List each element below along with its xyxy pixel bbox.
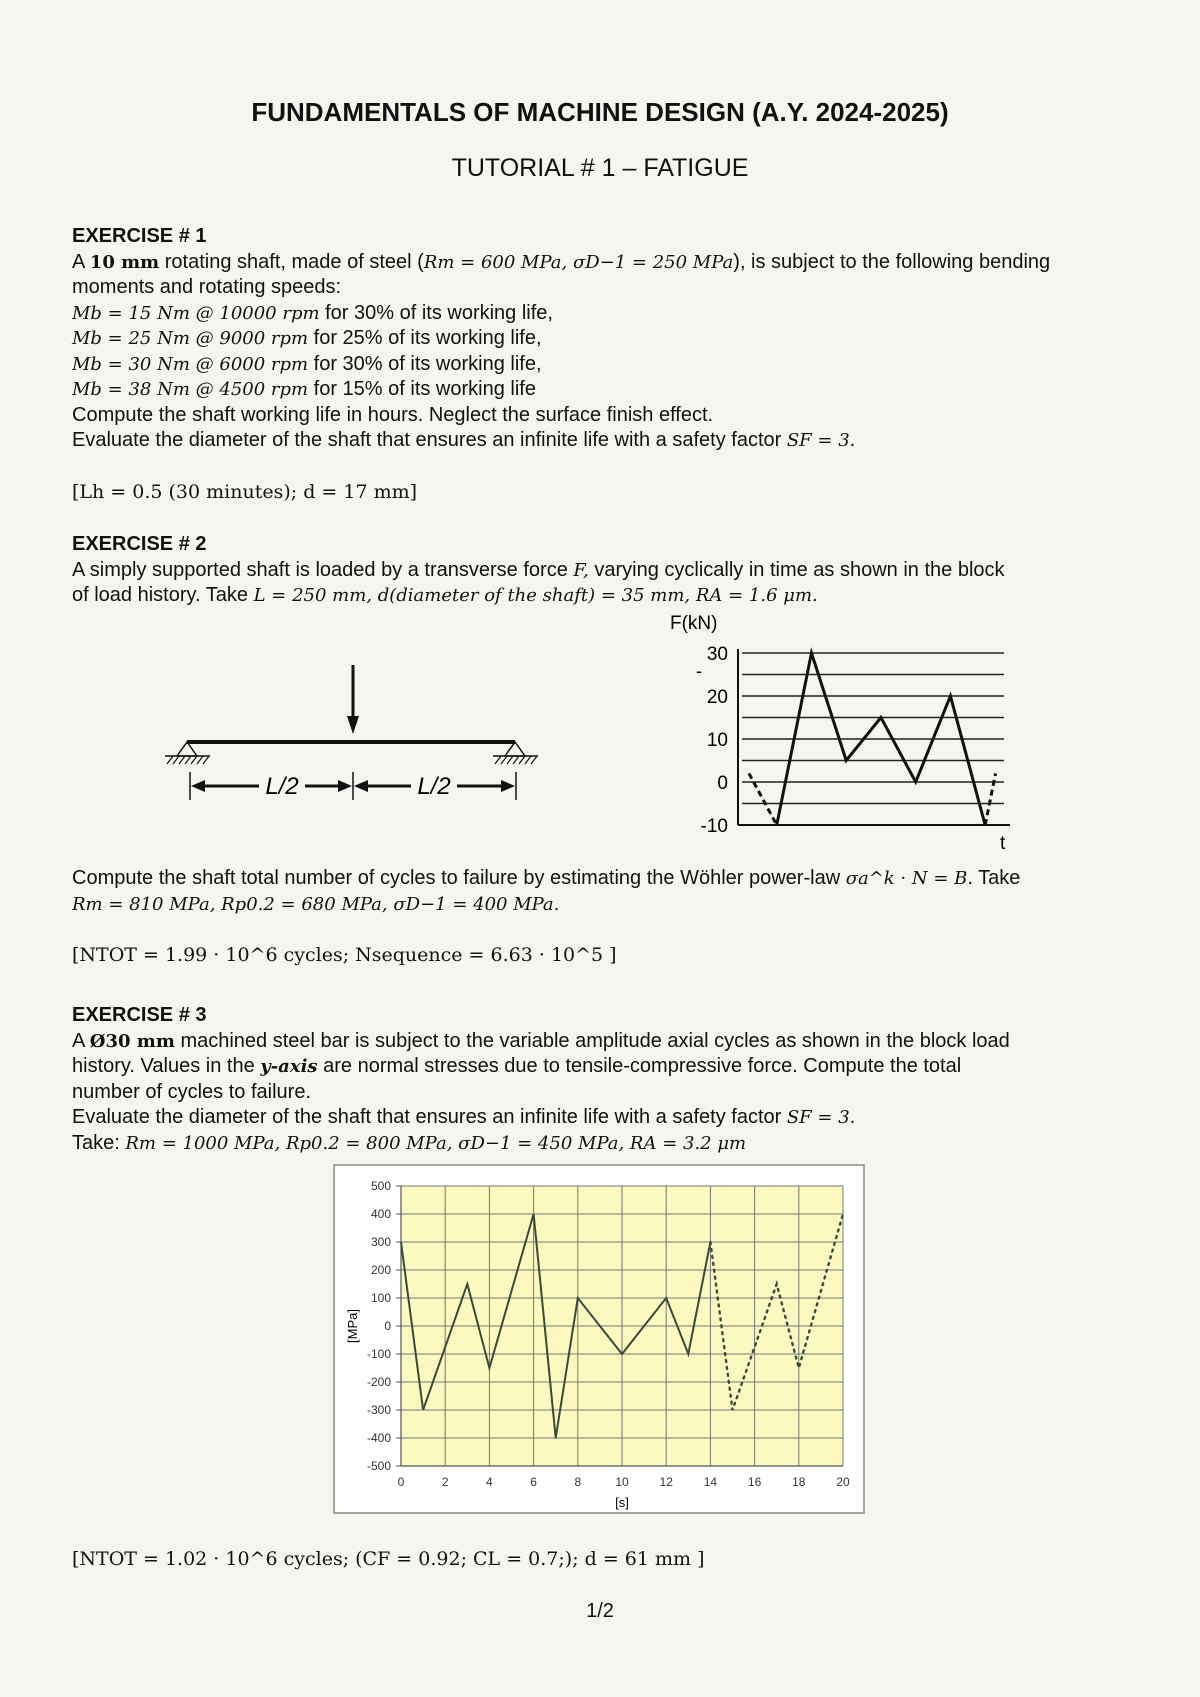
text-run: history. Values in the <box>72 1055 261 1077</box>
exercise-1-task-1: Compute the shaft working life in hours. Neglect the surface finish effect. <box>72 403 714 426</box>
text-run: Evaluate the diameter of the shaft that ensures an infinite life with a safety factor <box>72 429 787 451</box>
y-tick-label: 100 <box>370 1291 391 1305</box>
load-text: for 30% of its working life, <box>319 301 553 324</box>
text-run: Compute the shaft total number of cycles to failure by estimating the Wöhler power-law <box>72 867 846 889</box>
load-expr: Mb = 25 Nm @ 9000 rpm <box>72 328 309 349</box>
x-tick-label: 8 <box>574 1475 582 1489</box>
exercise-2-task-2: Rm = 810 MPa, Rp0.2 = 680 MPa, σD−1 = 400 MPa. <box>72 893 560 915</box>
load-expr: Mb = 38 Nm @ 4500 rpm <box>72 379 309 400</box>
page-number: 1/2 <box>586 1600 614 1622</box>
exercise-3-answer-block <box>72 1547 1132 1573</box>
y-tick-label: -10 <box>700 816 728 837</box>
chart-2-xlabel: [s] <box>615 1495 629 1510</box>
y-tick-label: 200 <box>370 1263 391 1277</box>
exercise-2-intro-1 <box>72 558 1132 584</box>
y-tick-label: -300 <box>366 1403 391 1417</box>
dashed-series-line <box>749 773 777 825</box>
exercise-2-heading: EXERCISE # 2 <box>72 533 207 555</box>
text-run: . <box>849 429 856 451</box>
text-run: . Take <box>967 867 1021 889</box>
x-tick-label: 16 <box>747 1475 762 1489</box>
y-tick-label: 400 <box>370 1207 391 1221</box>
right-support-icon <box>493 742 538 764</box>
exercise-1-task-2 <box>72 428 1132 454</box>
exercise-3-take <box>72 1131 1132 1157</box>
exercise-3-intro-3: number of cycles to failure. <box>72 1080 311 1103</box>
exercise-1-heading: EXERCISE # 1 <box>72 225 207 247</box>
material-props-expr: Rm = 600 MPa, σD−1 = 250 MPa <box>423 251 734 273</box>
text-run: machined steel bar is subject to the variable amplitude axial cycles as shown in the block load <box>174 1029 1010 1052</box>
y-tick-label: 30 <box>706 644 728 665</box>
axis-expr: y-axis <box>260 1056 318 1077</box>
load-text: for 25% of its working life, <box>308 327 542 349</box>
y-tick-label: -100 <box>366 1347 391 1361</box>
exercise-3 <box>72 1003 1132 1156</box>
exercise-1 <box>72 224 1132 505</box>
text-run: A <box>72 250 90 273</box>
chart-1-dash: - <box>696 661 702 681</box>
load-line-1 <box>72 301 1132 327</box>
exercise-3-task <box>72 1105 1132 1131</box>
text-run: rotating shaft, made of steel ( <box>159 250 424 273</box>
load-expr: Mb = 30 Nm @ 6000 rpm <box>72 353 309 375</box>
x-tick-label: 4 <box>486 1475 493 1489</box>
text-run: Evaluate the diameter of the shaft that ensures an infinite life with a safety factor <box>72 1106 787 1128</box>
exercise-3-intro-1 <box>72 1029 1132 1055</box>
load-line-3 <box>72 352 1132 378</box>
exercise-2-task-1 <box>72 866 1132 892</box>
safety-factor-expr: SF = 3 <box>786 1107 850 1128</box>
chart-1-ylabel: F(kN) <box>670 613 718 634</box>
safety-factor-expr: SF = 3 <box>786 430 850 451</box>
x-tick-label: 18 <box>792 1475 806 1489</box>
exercise-1-answer: [Lh = 0.5 (30 minutes); d = 17 mm] <box>72 480 418 503</box>
dashed-series-line <box>985 773 995 825</box>
x-tick-label: 12 <box>659 1475 673 1489</box>
diameter-expr: 10 mm <box>89 251 160 273</box>
wohler-law-expr: σa^k · N = B <box>845 868 968 889</box>
y-tick-label: 10 <box>706 730 728 751</box>
dimension-label-left: L/2 <box>265 773 299 800</box>
chart-1-xlabel: t <box>1000 833 1006 854</box>
force-expr: F, <box>573 559 589 581</box>
material-props-expr: Rm = 1000 MPa, Rp0.2 = 800 MPa, σD−1 = 450 MPa, RA = 3.2 μm <box>125 1132 747 1154</box>
text-run: . <box>849 1106 856 1128</box>
exercise-3-heading: EXERCISE # 3 <box>72 1004 207 1026</box>
diameter-expr: Ø30 mm <box>89 1030 175 1052</box>
exercise-2-answer: [NTOT = 1.99 · 10^6 cycles; Nsequence = 6.63 · 10^5 ] <box>72 944 617 966</box>
text-run: Take: <box>72 1131 126 1154</box>
force-history-chart <box>670 605 1030 860</box>
y-tick-label: 500 <box>370 1179 391 1193</box>
text-run: A simply supported shaft is loaded by a transverse force <box>72 558 574 581</box>
text-run: A <box>72 1029 90 1052</box>
x-tick-label: 20 <box>836 1475 850 1489</box>
x-tick-label: 6 <box>530 1475 537 1489</box>
document-title: FUNDAMENTALS OF MACHINE DESIGN (A.Y. 2024-2025) <box>251 97 949 127</box>
exercise-2-task <box>72 866 1132 969</box>
text-run: of load history. Take <box>72 584 254 606</box>
exercise-3-intro-2 <box>72 1054 1132 1080</box>
text-run: ), is subject to the following bending moments and rotating speeds: <box>72 250 1051 298</box>
y-tick-label: -200 <box>366 1375 391 1389</box>
x-tick-label: 2 <box>441 1475 449 1489</box>
y-tick-label: -500 <box>366 1459 391 1473</box>
y-tick-label: 300 <box>370 1235 391 1249</box>
force-arrow-head <box>347 716 359 734</box>
load-text: for 15% of its working life <box>308 378 536 400</box>
stress-history-chart <box>333 1164 865 1514</box>
exercise-2 <box>72 532 1132 609</box>
text-run: are normal stresses due to tensile-compressive force. Compute the total <box>317 1055 962 1077</box>
x-tick-label: 0 <box>397 1475 405 1489</box>
load-expr: Mb = 15 Nm @ 10000 rpm <box>72 302 320 324</box>
y-tick-label: 0 <box>384 1319 391 1333</box>
chart-2-ylabel: [MPa] <box>345 1309 360 1343</box>
load-line-4 <box>72 377 1132 403</box>
load-line-2 <box>72 326 1132 352</box>
y-tick-label: 20 <box>706 687 728 708</box>
x-tick-label: 10 <box>615 1475 629 1489</box>
x-tick-label: 14 <box>703 1475 718 1489</box>
text-run: varying cyclically in time as shown in the block <box>588 558 1005 581</box>
left-support-icon <box>165 742 210 764</box>
beam-diagram <box>155 660 545 810</box>
exercise-1-intro <box>72 250 1132 301</box>
y-tick-label: -400 <box>366 1431 391 1445</box>
dimension-label-right: L/2 <box>417 773 451 800</box>
geometry-expr: L = 250 mm, d(diameter of the shaft) = 35 mm, RA = 1.6 μm. <box>253 585 818 606</box>
document-subtitle: TUTORIAL # 1 – FATIGUE <box>451 154 749 182</box>
exercise-3-answer: [NTOT = 1.02 · 10^6 cycles; (CF = 0.92; CL = 0.7;); d = 61 mm ] <box>72 1548 705 1570</box>
y-tick-label: 0 <box>717 773 728 794</box>
load-text: for 30% of its working life, <box>308 352 542 375</box>
